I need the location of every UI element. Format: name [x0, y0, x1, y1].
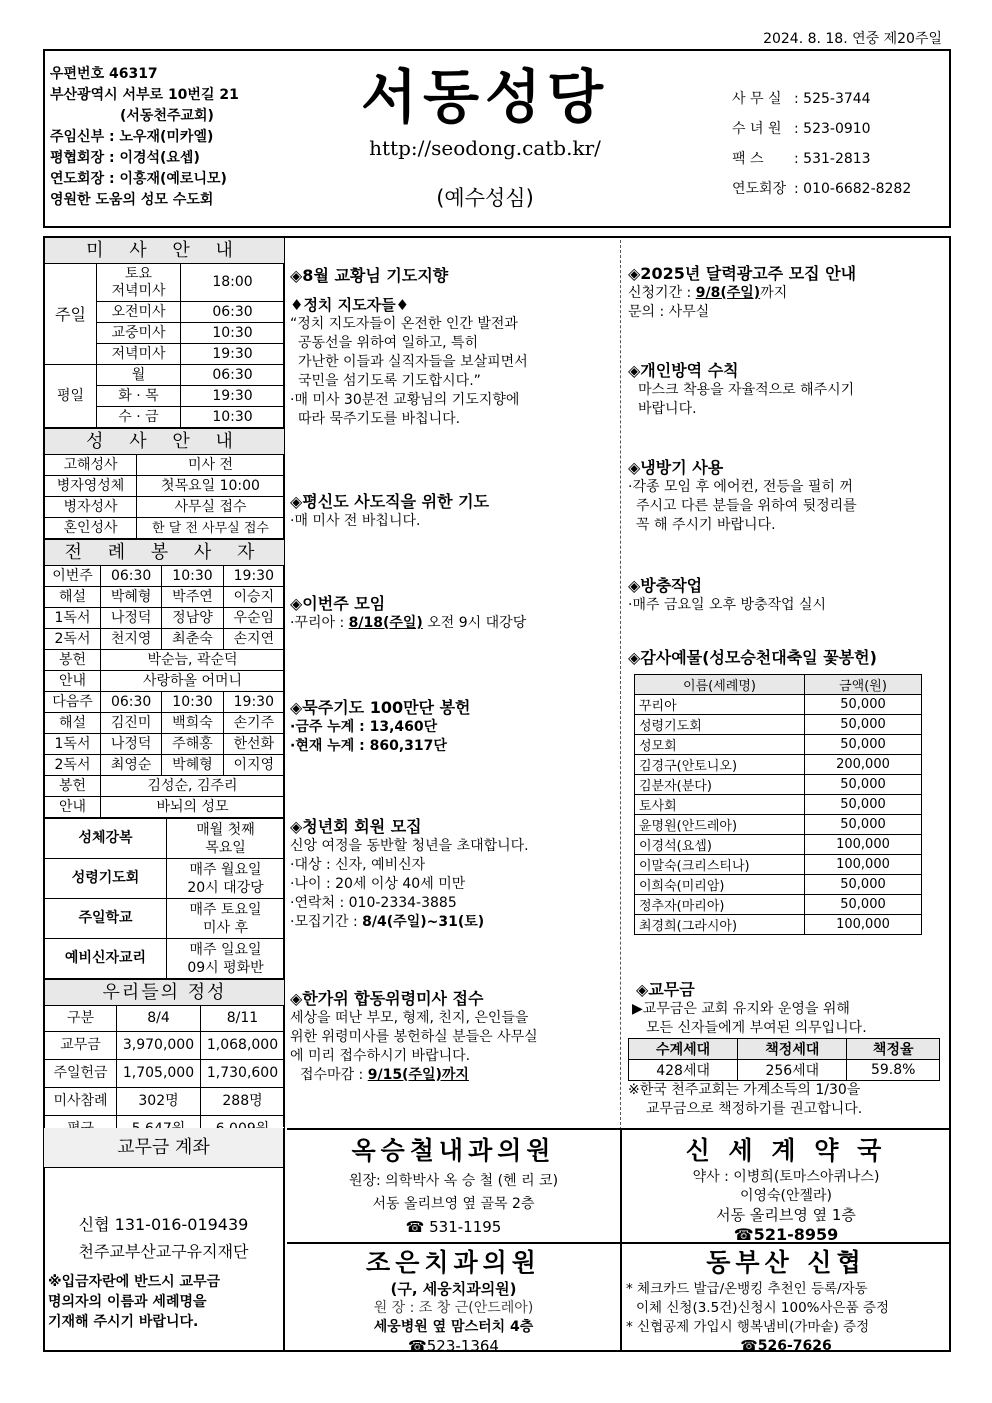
role: 1독서 — [45, 734, 101, 755]
role: 안내 — [45, 797, 101, 818]
phone-label: 팩 스 — [732, 151, 764, 167]
server-name: 김진미 — [101, 713, 162, 734]
notice-line: 꼭 해 주시기 바랍니다. — [636, 517, 776, 533]
phone-label: 사 무 실 — [732, 91, 782, 107]
phone-value: : 531-2813 — [794, 151, 871, 167]
ad-phone: ☎526-7626 — [740, 1338, 832, 1354]
ad-credit-union — [620, 1242, 950, 1352]
server-name: 백희숙 — [162, 713, 223, 734]
ad-line: 서동 올리브영 옆 1층 — [716, 1206, 856, 1224]
offering-label: 미사참례 — [45, 1088, 117, 1116]
mass-name: 오전미사 — [97, 302, 181, 323]
schedule-name: 성체강복 — [45, 819, 167, 859]
mass-time: 19:30 — [181, 386, 285, 407]
role: 2독서 — [45, 755, 101, 776]
donor-amount: 50,000 — [805, 815, 922, 835]
notice-line: 세상을 떠난 부모, 형제, 친지, 은인들을 — [290, 1010, 529, 1026]
role: 2독서 — [45, 629, 101, 650]
mass-name: 토요 저녁미사 — [97, 264, 181, 302]
notice-line: 주시고 다른 분들을 위하여 뒷정리를 — [636, 498, 857, 514]
ad-name: 옥승철내과의원 — [351, 1136, 556, 1165]
notice-title: ◈평신도 사도직을 위한 기도 — [290, 492, 490, 511]
donor-amount: 50,000 — [805, 735, 922, 755]
schedule-time: 매주 토요일 미사 후 — [167, 899, 285, 939]
ad-phone: ☎521-8959 — [733, 1225, 839, 1244]
server-name: 손기주 — [223, 713, 284, 734]
offering-header: 8/4 — [117, 1006, 201, 1032]
offering-value: 1,730,600 — [201, 1060, 285, 1088]
phone-value: : 525-3744 — [794, 91, 871, 107]
ad-line: 이영숙(안젤라) — [739, 1188, 833, 1204]
meeting-detail: 오전 9시 대강당 — [422, 615, 527, 631]
donor-name: 성모회 — [635, 735, 805, 755]
ad-line: * 체크카드 발급/온뱅킹 추천인 등록/자동 — [626, 1281, 868, 1297]
donor-name: 윤명원(안드레아) — [635, 815, 805, 835]
notice-title: ◈묵주기도 100만단 봉헌 — [290, 698, 471, 717]
offering-title: 우리들의 정성 — [45, 980, 285, 1006]
notice-line: ·대상 : 신자, 예비신자 — [290, 857, 426, 873]
offering-label: 교무금 — [45, 1032, 117, 1060]
donor-name: 김분자(분다) — [635, 775, 805, 795]
ad-name: 조은치과의원 — [366, 1248, 541, 1277]
schedule-name: 예비신자교리 — [45, 939, 167, 979]
notice-title: ◈방충작업 — [628, 576, 703, 595]
offering-header: 구분 — [45, 1006, 117, 1032]
server-name: 손지연 — [223, 629, 284, 650]
donor-name: 성령기도회 — [635, 715, 805, 735]
offering-label: 주일헌금 — [45, 1060, 117, 1088]
role: 해설 — [45, 713, 101, 734]
dues-value: 428세대 — [629, 1060, 738, 1081]
notice-line: 신앙 여정을 동반할 청년을 초대합니다. — [290, 838, 529, 854]
notice-line: 바랍니다. — [638, 401, 697, 417]
notice-line: ·연락처 : 010-2334-3885 — [290, 895, 457, 911]
notice-title: ◈청년회 회원 모집 — [290, 817, 422, 836]
mass-time: 10:30 — [181, 407, 285, 428]
thanks-header: 금액(원) — [805, 675, 922, 695]
notice-line: 따라 묵주기도를 바칩니다. — [298, 411, 461, 427]
schedule-time: 매월 첫째 목요일 — [167, 819, 285, 859]
phone-label: 수 녀 원 — [732, 121, 782, 137]
donor-amount: 100,000 — [805, 915, 922, 935]
sacrament-name: 병자영성체 — [45, 476, 137, 497]
period-post: 까지 — [760, 285, 788, 301]
notice-title: ◈감사예물(성모승천대축일 꽃봉헌) — [628, 648, 877, 667]
server-name: 나정덕 — [101, 734, 162, 755]
account-holder: 천주교부산교구유지재단 — [78, 1242, 249, 1261]
donor-name: 최경희(그라시아) — [635, 915, 805, 935]
server-name: 박순늠, 곽순덕 — [101, 650, 285, 671]
ad-line: * 신협공제 가입시 행복냄비(가마솥) 증정 — [626, 1319, 870, 1335]
ad-line: 약사 : 이병희(토마스아퀴나스) — [692, 1169, 880, 1185]
account-number: 신협 131-016-019439 — [78, 1215, 249, 1234]
mass-name: 화 · 목 — [97, 386, 181, 407]
right-column — [628, 237, 948, 1119]
donor-amount: 50,000 — [805, 695, 922, 715]
street-address: 부산광역시 서부로 10번길 21 — [50, 87, 239, 103]
notice-line: ·금주 누계 : 13,460단 — [290, 719, 438, 735]
donor-name: 김경구(안토니오) — [635, 755, 805, 775]
server-name: 정남양 — [162, 608, 223, 629]
server-name: 우순임 — [223, 608, 284, 629]
postal-code: 우편번호 46317 — [50, 66, 158, 82]
dues-value: 59.8% — [847, 1060, 940, 1081]
role: 해설 — [45, 587, 101, 608]
server-name: 이승지 — [223, 587, 284, 608]
notice-title: ◈2025년 달력광고주 모집 안내 — [628, 264, 857, 283]
mass-time: 06:30 — [181, 365, 285, 386]
mass-name: 수 · 금 — [97, 407, 181, 428]
ad-pharmacy — [620, 1128, 950, 1242]
donor-name: 꾸리아 — [635, 695, 805, 715]
ad-phone: ☎ 531-1195 — [405, 1218, 502, 1236]
offering-value: 288명 — [201, 1088, 285, 1116]
thanks-table — [634, 674, 922, 935]
notice-line: ▶교무금은 교회 유지와 운영을 위해 — [632, 1001, 850, 1017]
sacrament-name: 고해성사 — [45, 455, 137, 476]
schedule-time: 매주 일요일 09시 평화반 — [167, 939, 285, 979]
donor-name: 이말숙(크리스티나) — [635, 855, 805, 875]
role: 안내 — [45, 671, 101, 692]
donor-amount: 50,000 — [805, 775, 922, 795]
server-name: 최영순 — [101, 755, 162, 776]
thanks-header: 이름(세례명) — [635, 675, 805, 695]
server-name: 최춘숙 — [162, 629, 223, 650]
mass-time: 10:30 — [181, 323, 285, 344]
notice-line: ·나이 : 20세 이상 40세 미만 — [290, 876, 466, 892]
offering-value: 3,970,000 — [117, 1032, 201, 1060]
role: 봉헌 — [45, 650, 101, 671]
sacrament-info: 한 달 전 사무실 접수 — [137, 518, 285, 539]
donor-name: 이경석(요셉) — [635, 835, 805, 855]
meeting-date: 8/18(주일) — [348, 615, 423, 631]
role: 봉헌 — [45, 776, 101, 797]
left-column — [44, 237, 285, 1127]
notice-subtitle: ♦정치 지도자들♦ — [290, 296, 410, 314]
notice-line: 마스크 착용을 자율적으로 해주시기 — [638, 382, 855, 398]
prayer-president: 연도회장 : 이홍재(예로니모) — [50, 171, 227, 187]
ad-name: 동부산 신협 — [706, 1248, 866, 1277]
pastor: 주임신부 : 노우재(미카엘) — [50, 129, 214, 145]
ad-line: 이체 신청(3.5건)신청시 100%사은품 증정 — [636, 1300, 890, 1316]
account-box — [44, 1128, 285, 1352]
notice-line: ·매 미사 30분전 교황님의 기도지향에 — [290, 392, 520, 408]
church-name-paren: (서동천주교회) — [120, 108, 214, 124]
schedule-table — [44, 818, 285, 979]
dues-header: 책정세대 — [738, 1039, 847, 1060]
donor-amount: 50,000 — [805, 795, 922, 815]
meeting-label: ·꾸리아 : — [290, 615, 349, 631]
period-label: 신청기간 : — [628, 285, 696, 301]
dues-table — [628, 1038, 940, 1081]
motto: (예수성심) — [436, 186, 534, 210]
sacrament-name: 병자성사 — [45, 497, 137, 518]
donor-name: 토사회 — [635, 795, 805, 815]
mass-title: 미 사 안 내 — [45, 238, 285, 264]
ad-clinic — [287, 1128, 620, 1242]
donor-amount: 50,000 — [805, 895, 922, 915]
server-name: 박혜형 — [101, 587, 162, 608]
server-name: 이지영 — [223, 755, 284, 776]
notice-line: ※한국 천주교회는 가계소득의 1/30을 — [628, 1082, 861, 1098]
notice-line: ·매주 금요일 오후 방충작업 실시 — [628, 597, 827, 613]
notice-line: 에 미리 접수하시기 바랍니다. — [290, 1048, 471, 1064]
ad-name: 신 세 계 약 국 — [685, 1136, 887, 1165]
server-name: 김성순, 김주리 — [101, 776, 285, 797]
server-name: 한선화 — [223, 734, 284, 755]
server-time: 10:30 — [162, 566, 223, 587]
notice-title: ◈8월 교황님 기도지향 — [290, 266, 449, 285]
server-name: 나정덕 — [101, 608, 162, 629]
notice-line: 교무금으로 책정하기를 권고합니다. — [646, 1101, 863, 1117]
sunday-label: 주일 — [45, 264, 97, 365]
donor-amount: 100,000 — [805, 835, 922, 855]
sacrament-table — [44, 428, 285, 539]
server-name: 박혜형 — [162, 755, 223, 776]
church-address — [50, 64, 239, 211]
phone-value: : 010-6682-8282 — [794, 181, 912, 197]
server-time: 06:30 — [101, 566, 162, 587]
notice-line: 가난한 이들과 실직자들을 보살피면서 — [298, 354, 528, 370]
phone-value: : 523-0910 — [794, 121, 871, 137]
role: 1독서 — [45, 608, 101, 629]
donor-amount: 100,000 — [805, 855, 922, 875]
notice-line: 공동선을 위하여 일하고, 특히 — [298, 335, 479, 351]
sacrament-info: 첫목요일 10:00 — [137, 476, 285, 497]
phone-list — [732, 84, 911, 204]
church-title: 서동성당 — [360, 63, 610, 131]
contact: 문의 : 사무실 — [628, 304, 710, 320]
donor-name: 정추자(마리아) — [635, 895, 805, 915]
server-name: 사랑하올 어머니 — [101, 671, 285, 692]
phone-label: 연도회장 — [732, 181, 787, 197]
dues-header: 수계세대 — [629, 1039, 738, 1060]
mass-name: 월 — [97, 365, 181, 386]
notice-line: ·현재 누계 : 860,317단 — [290, 738, 447, 754]
notice-line: ·매 미사 전 바칩니다. — [290, 513, 421, 529]
server-name: 천지영 — [101, 629, 162, 650]
period-label: ·모집기간 : — [290, 914, 363, 930]
server-name: 박주연 — [162, 587, 223, 608]
ad-line: 서동 올리브영 옆 골목 2층 — [372, 1196, 535, 1212]
donor-name: 이희숙(미리암) — [635, 875, 805, 895]
council-president: 평협회장 : 이경석(요셉) — [50, 150, 200, 166]
next-week-label: 다음주 — [45, 692, 101, 713]
sacrament-info: 사무실 접수 — [137, 497, 285, 518]
convent: 영원한 도움의 성모 수도회 — [50, 192, 214, 208]
server-time: 19:30 — [223, 566, 284, 587]
dues-header: 책정율 — [847, 1039, 940, 1060]
sacrament-info: 미사 전 — [137, 455, 285, 476]
schedule-name: 주일학교 — [45, 899, 167, 939]
servers-table — [44, 539, 285, 818]
server-time: 06:30 — [101, 692, 162, 713]
mass-time: 18:00 — [181, 264, 285, 302]
bulletin-date: 2024. 8. 18. 연중 제20주일 — [763, 31, 942, 47]
mass-time: 19:30 — [181, 344, 285, 365]
sacrament-name: 혼인성사 — [45, 518, 137, 539]
dues-value: 256세대 — [738, 1060, 847, 1081]
ad-line: 세웅병원 옆 맘스터치 4층 — [373, 1319, 534, 1335]
ad-phone: ☎523-1364 — [408, 1337, 499, 1355]
weekday-label: 평일 — [45, 365, 97, 428]
mass-name: 저녁미사 — [97, 344, 181, 365]
ad-line: 원장: 의학박사 옥 승 철 (헨 리 코) — [348, 1173, 559, 1189]
ad-line: 원 장 : 조 창 근(안드레아) — [373, 1300, 534, 1316]
offering-header: 8/11 — [201, 1006, 285, 1032]
notice-line: ·각종 모임 후 에어컨, 전등을 필히 꺼 — [628, 479, 853, 495]
server-time: 19:30 — [223, 692, 284, 713]
notice-line: 위한 위령미사를 봉헌하실 분들은 사무실 — [290, 1029, 538, 1045]
notice-title: ◈이번주 모임 — [290, 594, 386, 613]
ad-line: (구, 세웅치과의원) — [390, 1280, 517, 1298]
mass-name: 교중미사 — [97, 323, 181, 344]
donor-amount: 200,000 — [805, 755, 922, 775]
servers-title: 전 례 봉 사 자 — [45, 540, 285, 566]
mass-table — [44, 237, 285, 428]
server-name: 바뇌의 성모 — [101, 797, 285, 818]
period-value: 8/4(주일)~31(토) — [362, 914, 485, 930]
donor-amount: 50,000 — [805, 875, 922, 895]
schedule-name: 성령기도회 — [45, 859, 167, 899]
column-divider — [620, 240, 621, 1130]
offering-table — [44, 979, 285, 1144]
this-week-label: 이번주 — [45, 566, 101, 587]
deadline-value: 9/15(주일)까지 — [367, 1067, 469, 1083]
offering-value: 302명 — [117, 1088, 201, 1116]
deadline-label: 접수마감 : — [300, 1067, 368, 1083]
notice-title: ◈개인방역 수칙 — [628, 361, 739, 380]
schedule-time: 매주 월요일 20시 대강당 — [167, 859, 285, 899]
account-note: ※입금자란에 반드시 교무금 명의자의 이름과 세례명을 기재해 주시기 바랍니다. — [48, 1274, 221, 1330]
account-title: 교무금 계좌 — [44, 1128, 283, 1168]
server-name: 주해홍 — [162, 734, 223, 755]
offering-value: 1,705,000 — [117, 1060, 201, 1088]
notice-title: ◈냉방기 사용 — [628, 458, 724, 477]
notice-title: ◈한가위 합동위령미사 접수 — [290, 989, 484, 1008]
mass-time: 06:30 — [181, 302, 285, 323]
offering-value: 1,068,000 — [201, 1032, 285, 1060]
notice-line: 모든 신자들에게 부여된 의무입니다. — [646, 1020, 867, 1036]
notice-title: ◈교무금 — [636, 980, 695, 999]
notice-line: “정치 지도자들이 온전한 인간 발전과 — [290, 316, 518, 332]
middle-column — [290, 237, 620, 1085]
period-value: 9/8(주일) — [695, 285, 761, 301]
church-url[interactable]: http://seodong.catb.kr/ — [369, 136, 601, 160]
notice-line: 국민을 섬기도록 기도합시다.” — [298, 373, 481, 389]
ad-dental — [287, 1242, 620, 1355]
donor-amount: 50,000 — [805, 715, 922, 735]
sacrament-title: 성 사 안 내 — [45, 429, 285, 455]
server-time: 10:30 — [162, 692, 223, 713]
